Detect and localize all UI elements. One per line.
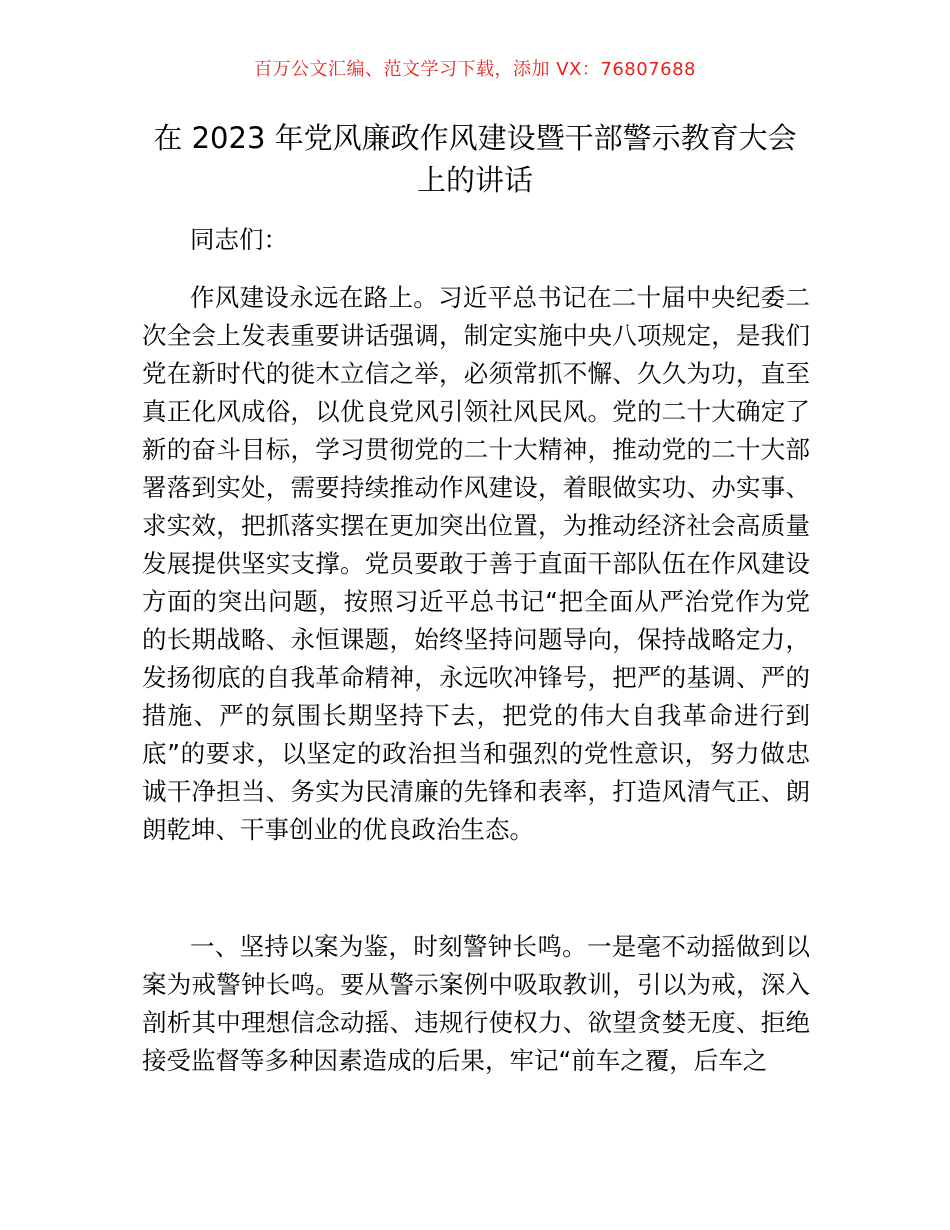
paragraph-2: 一、坚持以案为鉴，时刻警钟长鸣。一是毫不动摇做到以案为戒警钟长鸣。要从警示案例中吸取教训，引以为戒，深入剖析其中理想信念动摇、违规行使权力、欲望贪婪无度、拒绝接受监督等多种因素造成的后果，牢记“前车之覆，后车之: [142, 932, 810, 1075]
document-title: 在 2023 年党风廉政作风建设暨干部警示教育大会上的讲话: [153, 121, 797, 197]
paragraph-1: 作风建设永远在路上。习近平总书记在二十届中央纪委二次全会上发表重要讲话强调，制定实施中央八项规定，是我们党在新时代的徙木立信之举，必须常抓不懈、久久为功，直至真正化风成俗，以优良党风引领社风民风。党的二十大确定了新的奋斗目标，学习贯彻党的二十大精神，推动党的二十大部署落到实处，需要持续推动作风建设，着眼做实功、办实事、求实效，把抓落实摆在更加突出位置，为推动经济社会高质量发展提供坚实支撑。党员要敢于善于直面干部队伍在作风建设方面的突出问题，按照习近平总书记“把全面从严治党作为党的长期战略、永恒课题，始终坚持问题导向，保持战略定力，发扬彻底的自我革命精神，永远吹冲锋号，把严的基调、严的措施、严的氛围长期坚持下去，把党的伟大自我革命进行到底”的要求，以坚定的政治担当和强烈的党性意识，努力做忠诚干净担当、务实为民清廉的先锋和表率，打造风清气正、朗朗乾坤、干事创业的优良政治生态。: [142, 283, 810, 844]
header-watermark: 百万公文汇编、范文学习下载，添加 VX：76807688: [254, 59, 696, 80]
salutation: 同志们：: [190, 225, 288, 254]
